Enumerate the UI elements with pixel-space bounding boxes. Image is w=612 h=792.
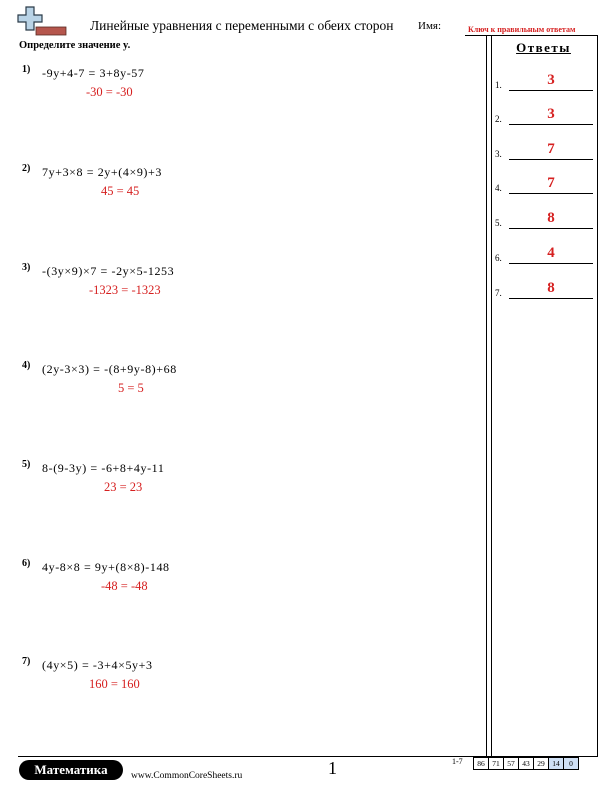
problem-equation: -(3y×9)×7 = -2y×5-1253 <box>42 264 175 278</box>
answer-number: 7. <box>495 288 502 298</box>
problem-check: -1323 = -1323 <box>89 283 161 297</box>
name-underline <box>465 35 598 36</box>
answer-number: 3. <box>495 149 502 159</box>
answer-number: 2. <box>495 114 502 124</box>
problem-check: 23 = 23 <box>104 480 143 494</box>
site-url: www.CommonCoreSheets.ru <box>131 771 243 781</box>
answer-value: 8 <box>547 210 555 226</box>
problem-number: 4) <box>22 360 31 371</box>
answer-line <box>509 298 593 299</box>
column-divider <box>486 36 492 756</box>
problem-equation: (2y-3×3) = -(8+9y-8)+68 <box>42 362 177 376</box>
score-cell: 29 <box>533 757 549 770</box>
answer-line <box>509 263 593 264</box>
answer-value: 7 <box>547 175 555 191</box>
score-cell: 43 <box>518 757 534 770</box>
answer-value: 7 <box>547 141 555 157</box>
score-cell: 14 <box>548 757 564 770</box>
problem-equation: -9y+4-7 = 3+8y-57 <box>42 66 145 80</box>
problem-check: -48 = -48 <box>101 579 148 593</box>
problem-equation: (4y×5) = -3+4×5y+3 <box>42 658 153 672</box>
answer-line <box>509 124 593 125</box>
score-range: 1-7 <box>452 757 463 766</box>
brand-badge <box>19 760 123 780</box>
brand-label: Математика <box>34 762 108 777</box>
problem-equation: 8-(9-3y) = -6+8+4y-11 <box>42 461 165 475</box>
worksheet-title: Линейные уравнения с переменными с обеих сторон <box>90 18 394 33</box>
score-cell: 86 <box>473 757 489 770</box>
problem-equation: 7y+3×8 = 2y+(4×9)+3 <box>42 165 162 179</box>
answer-line <box>509 228 593 229</box>
answer-number: 6. <box>495 253 502 263</box>
answer-value: 4 <box>547 245 555 261</box>
answer-value: 8 <box>547 280 555 296</box>
problem-equation: 4y-8×8 = 9y+(8×8)-148 <box>42 560 170 574</box>
right-border <box>597 36 598 756</box>
score-cell: 71 <box>488 757 504 770</box>
problem-number: 2) <box>22 163 31 174</box>
answer-line <box>509 90 593 91</box>
answer-line <box>509 193 593 194</box>
page-number: 1 <box>328 758 337 778</box>
problem-check: -30 = -30 <box>86 85 133 99</box>
instructions: Определите значение y. <box>19 40 131 51</box>
problem-check: 5 = 5 <box>118 381 144 395</box>
problem-check: 45 = 45 <box>101 184 140 198</box>
problem-number: 3) <box>22 262 31 273</box>
problem-number: 1) <box>22 64 31 75</box>
problem-number: 7) <box>22 656 31 667</box>
answer-value: 3 <box>547 72 555 88</box>
answer-number: 5. <box>495 218 502 228</box>
answers-title: Ответы <box>516 40 571 55</box>
answer-number: 1. <box>495 80 502 90</box>
score-cell: 0 <box>563 757 579 770</box>
score-cell: 57 <box>503 757 519 770</box>
answer-number: 4. <box>495 183 502 193</box>
answer-key-label: Ключ к правильным ответам <box>468 25 576 34</box>
answer-line <box>509 159 593 160</box>
name-label: Имя: <box>418 20 442 32</box>
score-table <box>474 757 579 770</box>
plus-logo-icon <box>16 5 68 37</box>
problem-check: 160 = 160 <box>89 677 140 691</box>
answer-value: 3 <box>547 106 555 122</box>
problem-number: 6) <box>22 558 31 569</box>
problem-number: 5) <box>22 459 31 470</box>
